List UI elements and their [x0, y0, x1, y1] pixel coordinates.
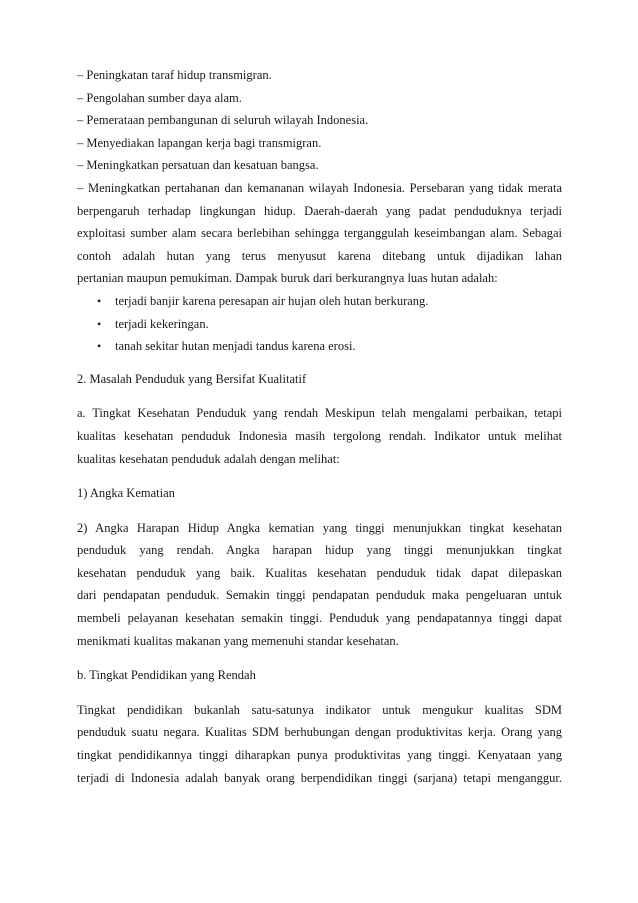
bullet-text: terjadi banjir karena peresapan air hujan oleh hutan berkurang. — [115, 293, 429, 308]
list-line: – Pengolahan sumber daya alam. — [77, 90, 242, 105]
bullet-item — [77, 290, 562, 313]
paragraph-line: kualitas kesehatan penduduk adalah dengan melihat: — [77, 451, 340, 466]
list-line: – Peningkatan taraf hidup transmigran. — [77, 68, 272, 82]
bullet-icon: • — [97, 316, 102, 331]
paragraph-line: pertanian maupun pemukiman. Dampak buruk dari berkurangnya luas hutan adalah: — [77, 271, 498, 286]
paragraph-line: penduduk suatu negara. Kualitas SDM berhubungan dengan produktivitas kerja. Orang yang — [77, 725, 562, 740]
section-heading: 2. Masalah Penduduk yang Bersifat Kualitatif — [77, 371, 307, 386]
document-body — [77, 64, 562, 789]
bullet-text: terjadi kekeringan. — [115, 316, 209, 331]
list-line: – Pemerataan pembangunan di seluruh wilayah Indonesia. — [77, 113, 369, 128]
paragraph-line: berpengaruh terhadap lingkungan hidup. Daerah-daerah yang padat penduduknya terjadi — [77, 203, 562, 218]
paragraph-line: dari pendapatan penduduk. Semakin tinggi pendapatan penduduk maka pengeluaran untuk — [77, 588, 562, 603]
paragraph-line: menikmati kualitas makanan yang memenuhi standar kesehatan. — [77, 633, 399, 648]
paragraph-line: kesehatan penduduk yang baik. Kualitas kesehatan penduduk tidak dapat dilepaskan — [77, 565, 562, 580]
paragraph-line: Tingkat pendidikan bukanlah satu-satunya indikator untuk mengukur kualitas SDM — [77, 702, 562, 717]
paragraph-line: terjadi di Indonesia adalah banyak orang berpendidikan tinggi (sarjana) tetapi menganggur. — [77, 770, 562, 785]
bullet-icon: • — [97, 293, 102, 308]
bullet-icon: • — [97, 339, 102, 354]
paragraph-line: membeli pelayanan kesehatan semakin tinggi. Penduduk yang pendapatannya tinggi dapat — [77, 611, 562, 626]
paragraph-line: kualitas kesehatan penduduk Indonesia masih tergolong rendah. Indikator untuk melihat — [77, 428, 562, 443]
numbered-item: 1) Angka Kematian — [77, 486, 175, 501]
paragraph-line: tingkat pendidikannya tinggi diharapkan punya produktivitas yang tinggi. Kenyataan yang — [77, 748, 562, 763]
bullet-text: tanah sekitar hutan menjadi tandus karena erosi. — [115, 339, 356, 354]
paragraph-line: penduduk yang rendah. Angka harapan hidup yang tinggi menunjukkan tingkat — [77, 543, 562, 558]
bullet-item — [77, 335, 562, 358]
list-line: – Meningkatkan persatuan dan kesatuan bangsa. — [77, 158, 319, 173]
subsection-heading: b. Tingkat Pendidikan yang Rendah — [77, 668, 256, 683]
paragraph-line: exploitasi sumber alam secara berlebihan sehingga terganggulah keseimbangan alam. Sebagai — [77, 226, 562, 241]
paragraph-line: a. Tingkat Kesehatan Penduduk yang rendah Meskipun telah mengalami perbaikan, tetapi — [77, 406, 562, 421]
bullet-item — [77, 313, 562, 336]
paragraph-line: 2) Angka Harapan Hidup Angka kematian yang tinggi menunjukkan tingkat kesehatan — [77, 520, 562, 535]
paragraph-line: – Meningkatkan pertahanan dan kemananan wilayah Indonesia. Persebaran yang tidak merata — [77, 180, 562, 195]
list-line: – Menyediakan lapangan kerja bagi transmigran. — [77, 135, 322, 150]
paragraph-line: contoh adalah hutan yang terus menyusut karena ditebang untuk dijadikan lahan — [77, 248, 562, 263]
